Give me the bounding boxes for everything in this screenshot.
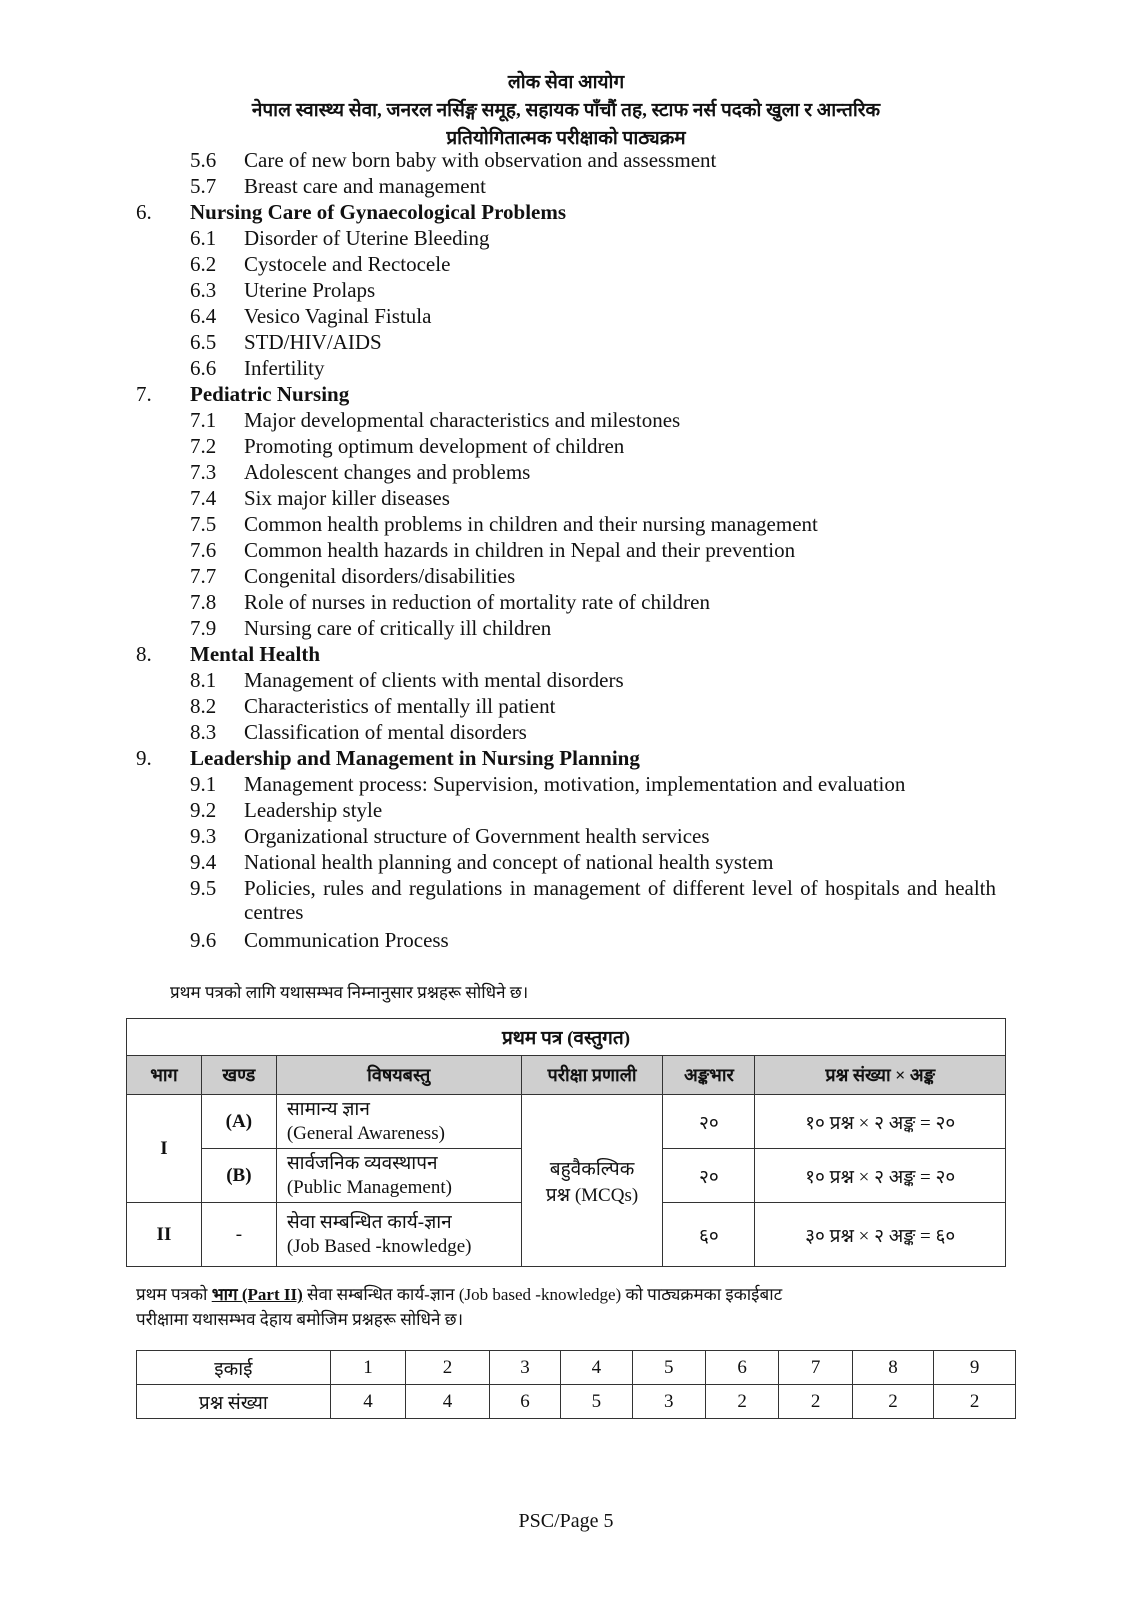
subject-cell: सेवा सम्बन्धित कार्य-ज्ञान (Job Based -knowledge) xyxy=(276,1203,521,1267)
column-header: अङ्कभार xyxy=(663,1056,755,1095)
paper-table xyxy=(126,1018,1006,1267)
question-marks-cell: ३० प्रश्न × २ अङ्क = ६० xyxy=(755,1203,1006,1267)
marks-cell: २० xyxy=(663,1149,755,1203)
unit-cell: 7 xyxy=(779,1351,852,1385)
header-line-1: लोक सेवा आयोग xyxy=(507,72,625,93)
unit-cell: 2 xyxy=(406,1351,490,1385)
count-cell: 4 xyxy=(406,1385,490,1419)
count-label: प्रश्न संख्या xyxy=(137,1385,331,1419)
count-cell: 2 xyxy=(852,1385,934,1419)
subject-cell: सामान्य ज्ञान (General Awareness) xyxy=(276,1095,521,1149)
part-two-note-line2: परीक्षामा यथासम्भव देहाय बमोजिम प्रश्नहरू सोधिने छ। xyxy=(136,1310,464,1329)
header-line-2: नेपाल स्वास्थ्य सेवा, जनरल नर्सिङ्ग समूह, सहायक पाँचौं तह, स्टाफ नर्स पदको खुला र आन्तरिक xyxy=(251,100,881,121)
unit-label: इकाई xyxy=(137,1351,331,1385)
column-header: विषयबस्तु xyxy=(276,1056,521,1095)
unit-cell: 1 xyxy=(330,1351,405,1385)
unit-cell: 5 xyxy=(632,1351,705,1385)
count-cell: 5 xyxy=(561,1385,632,1419)
header-line-3: प्रतियोगितात्मक परीक्षाको पाठ्यक्रम xyxy=(446,128,686,149)
section-cell: (B) xyxy=(201,1149,276,1203)
unit-cell: 8 xyxy=(852,1351,934,1385)
page-footer: PSC/Page 5 xyxy=(518,1510,614,1532)
unit-cell: 3 xyxy=(489,1351,560,1385)
column-header: प्रश्न संख्या × अङ्क xyxy=(755,1056,1006,1095)
unit-table xyxy=(136,1350,1016,1419)
count-cell: 2 xyxy=(934,1385,1016,1419)
unit-cell: 9 xyxy=(934,1351,1016,1385)
part-two-note: प्रथम पत्रको भाग (Part II) सेवा सम्बन्धित कार्य-ज्ञान (Job based -knowledge) को पाठ्यक्रमका इकाईबाट xyxy=(136,1285,783,1304)
section-cell: - xyxy=(201,1203,276,1267)
unit-cell: 4 xyxy=(561,1351,632,1385)
marks-cell: २० xyxy=(663,1095,755,1149)
table-caption: प्रथम पत्र (वस्तुगत) xyxy=(127,1019,1006,1056)
count-cell: 2 xyxy=(705,1385,778,1419)
part-cell: II xyxy=(127,1203,202,1267)
part-cell: I xyxy=(127,1095,202,1203)
column-header: भाग xyxy=(127,1056,202,1095)
question-marks-cell: १० प्रश्न × २ अङ्क = २० xyxy=(755,1095,1006,1149)
exam-type-cell: बहुवैकल्पिक प्रश्न (MCQs) xyxy=(521,1095,663,1267)
marks-cell: ६० xyxy=(663,1203,755,1267)
count-cell: 2 xyxy=(779,1385,852,1419)
question-marks-cell: १० प्रश्न × २ अङ्क = २० xyxy=(755,1149,1006,1203)
count-cell: 3 xyxy=(632,1385,705,1419)
count-cell: 6 xyxy=(489,1385,560,1419)
unit-cell: 6 xyxy=(705,1351,778,1385)
paper-note: प्रथम पत्रको लागि यथासम्भव निम्नानुसार प्रश्नहरू सोधिने छ। xyxy=(170,983,529,1002)
subject-cell: सार्वजनिक व्यवस्थापन (Public Management) xyxy=(276,1149,521,1203)
column-header: परीक्षा प्रणाली xyxy=(521,1056,663,1095)
count-cell: 4 xyxy=(330,1385,405,1419)
column-header: खण्ड xyxy=(201,1056,276,1095)
section-cell: (A) xyxy=(201,1095,276,1149)
